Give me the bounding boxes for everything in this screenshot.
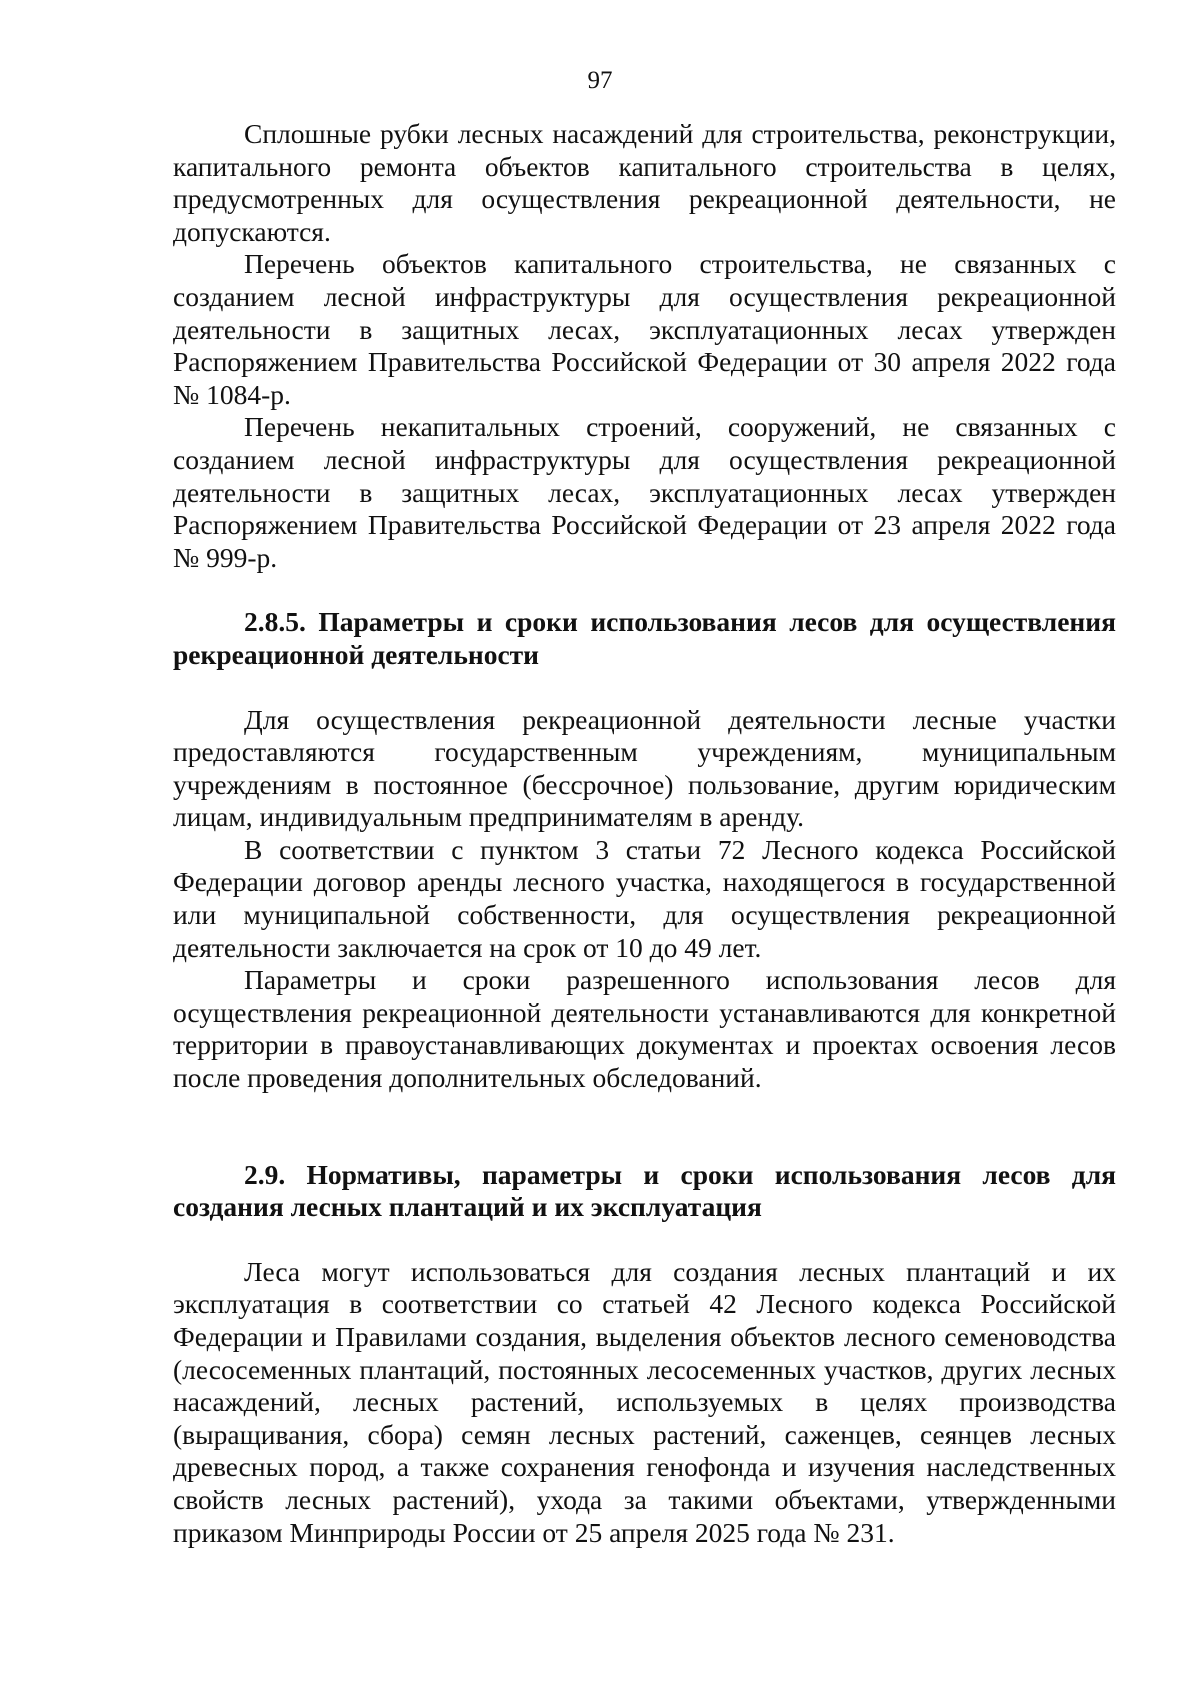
- paragraph: Для осуществления рекреационной деятельности лесные участки предоставляются государственным учреждениям, муниципальным учреждениям в постоянное (бессрочное) пользование, другим юридическим лицам, индивидуальным предпринимателям в аренду.: [173, 703, 1116, 833]
- document-body: [173, 118, 1116, 1549]
- paragraph: Параметры и сроки разрешенного использования лесов для осуществления рекреационной деятельности устанавливаются для конкретной территории в правоустанавливающих документах и проектах освоения лесов после проведения дополнительных обследований.: [173, 964, 1116, 1094]
- spacer: [173, 672, 1116, 704]
- paragraph: Перечень объектов капитального строительства, не связанных с созданием лесной инфраструктуры для осуществления рекреационной деятельности в защитных лесах, эксплуатационных лесах утвержден Распоряжением Правительства Российской Федерации от 30 апреля 2022 года № 1084-р.: [173, 248, 1116, 410]
- paragraph: Сплошные рубки лесных насаждений для строительства, реконструкции, капитального ремонта объектов капитального строительства в целях, предусмотренных для осуществления рекреационной деятельности, не допускаются.: [173, 118, 1116, 247]
- spacer: [173, 1095, 1116, 1159]
- section-heading-2-9: 2.9. Нормативы, параметры и сроки использования лесов для создания лесных плантаций и их эксплуатация: [173, 1158, 1116, 1223]
- spacer: [173, 1224, 1116, 1256]
- paragraph: Перечень некапитальных строений, сооружений, не связанных с созданием лесной инфраструктуры для осуществления рекреационной деятельности в защитных лесах, эксплуатационных лесах утвержден Распоряжением Правительства Российской Федерации от 23 апреля 2022 года № 999-р.: [173, 411, 1116, 573]
- paragraph: Леса могут использоваться для создания лесных плантаций и их эксплуатация в соответствии со статьей 42 Лесного кодекса Российской Федерации и Правилами создания, выделения объектов лесного семеноводства (лесосеменных плантаций, постоянных лесосеменных участков, других лесных насаждений, лесных растений, используемых в целях производства (выращивания, сбора) семян лесных растений, саженцев, сеянцев лесных древесных пород, а также сохранения генофонда и изучения наследственных свойств лесных растений), ухода за такими объектами, утвержденными приказом Минприроды России от 25 апреля 2025 года № 231.: [173, 1255, 1116, 1548]
- spacer: [173, 574, 1116, 606]
- section-heading-2-8-5: 2.8.5. Параметры и сроки использования лесов для осуществления рекреационной деятельности: [173, 606, 1116, 670]
- page-number: 97: [587, 67, 613, 94]
- paragraph: В соответствии с пунктом 3 статьи 72 Лесного кодекса Российской Федерации договор аренды лесного участка, находящегося в государственной или муниципальной собственности, для осуществления рекреационной деятельности заключается на срок от 10 до 49 лет.: [173, 833, 1116, 963]
